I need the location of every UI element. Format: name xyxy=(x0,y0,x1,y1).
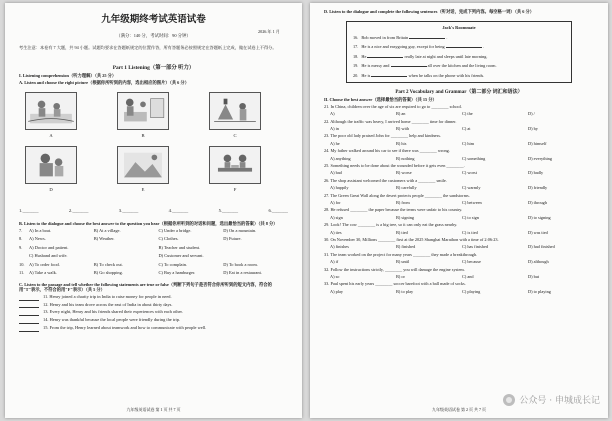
picture-e-illustration xyxy=(118,147,168,183)
row-text-after: all over the kitchen and the living room. xyxy=(427,63,497,69)
mc-option[interactable]: B) his xyxy=(396,140,407,146)
answer-blank-4[interactable]: 4._______ xyxy=(168,207,189,213)
row-number: 19. xyxy=(353,63,359,69)
mc-option[interactable]: D) everything xyxy=(528,155,552,161)
mc-question: 30. On November 30, Millions ________ first at the 2025 Shanghai Marathon with a time of 2:06:23. xyxy=(324,237,499,242)
roommate-row xyxy=(353,42,565,52)
mc-option[interactable]: B) signing xyxy=(396,214,415,220)
mc-option[interactable]: A) he xyxy=(330,140,340,146)
question-number: 7. xyxy=(19,227,23,233)
answer-blank-2[interactable]: 2._______ xyxy=(68,207,89,213)
answer-option[interactable]: A) Take a walk. xyxy=(29,270,57,276)
mc-options xyxy=(330,169,594,176)
row-number: 20. xyxy=(353,72,359,78)
answer-option[interactable]: C) Under a bridge. xyxy=(158,227,192,233)
mc-option[interactable]: A) xyxy=(330,111,335,117)
mc-option[interactable]: D) friendly xyxy=(528,185,548,191)
section-1-heading: I. Listening comprehension（听力理解）（共 25 分） xyxy=(19,72,117,78)
mc-option[interactable]: C) to sign xyxy=(462,214,479,220)
question-row xyxy=(19,244,288,253)
true-false-blank[interactable] xyxy=(19,327,39,332)
picture-d xyxy=(25,146,77,184)
section-c-heading: C. Listen to the passage and tell whether the following statements are true or false（判断下列句子是否符合你所听到的短文内容，符合的用"T"表示，不符合的用"F"表示）（共 5 分） xyxy=(19,281,272,293)
mc-option[interactable]: B) worse xyxy=(396,170,412,176)
mc-question: 28. He refused ________ the paper because the terms were unfair to his country. xyxy=(324,207,463,213)
question-number: 11. xyxy=(19,270,25,276)
question-number xyxy=(19,252,29,261)
mc-option[interactable]: C) because xyxy=(462,259,481,265)
question-row xyxy=(19,235,288,244)
answer-option[interactable]: A) To order food. xyxy=(29,261,60,267)
wechat-icon xyxy=(503,394,515,406)
mc-question: 27. The Green Great Wall along the desert protects people ________ the sandstorms. xyxy=(324,192,470,198)
mc-option[interactable]: B) tied xyxy=(396,229,408,235)
question-row xyxy=(19,261,288,270)
true-false-blank[interactable] xyxy=(19,296,39,301)
mc-option[interactable]: D) had finished xyxy=(528,244,555,250)
exam-page-1 xyxy=(5,3,302,418)
mc-option[interactable]: C) has finished xyxy=(462,244,489,250)
mc-option[interactable]: C) is tied xyxy=(462,229,478,235)
mc-option[interactable]: C) and xyxy=(462,274,474,280)
roommate-box xyxy=(346,21,572,84)
picture-label-d: D xyxy=(49,186,53,192)
mc-option[interactable]: B) until xyxy=(396,259,410,265)
answer-option[interactable] xyxy=(223,252,288,261)
answer-option[interactable]: B) Teacher and student. xyxy=(158,244,201,250)
statement-text: 12. Henry and his team drove across the east of India in about thirty days. xyxy=(43,301,173,307)
mc-options xyxy=(330,258,594,265)
answer-option[interactable]: D) On a mountain. xyxy=(223,227,257,233)
mc-option[interactable]: A) play xyxy=(330,288,344,294)
statement-row xyxy=(19,293,288,301)
mc-option[interactable]: D) through xyxy=(528,199,547,205)
multiple-choice-list xyxy=(310,103,608,296)
fill-blank[interactable] xyxy=(409,34,448,40)
picture-label-e: E xyxy=(141,186,145,192)
roommate-box-title: Jack's Roommate xyxy=(442,24,476,30)
mc-option[interactable]: A) ties xyxy=(330,229,342,235)
mc-question: 24. My father walked around his car to see if there was ________ wrong. xyxy=(324,148,450,154)
statement-text: 15. From the trip, Henry learned about teamwork and how to communicate with people well. xyxy=(43,324,207,330)
picture-d-illustration xyxy=(26,147,76,183)
answer-blank-1[interactable]: 1._______ xyxy=(19,207,39,213)
answer-option[interactable]: C) Clothes. xyxy=(158,236,179,242)
mc-options xyxy=(330,288,594,295)
mc-option[interactable]: C) the xyxy=(462,111,473,117)
roommate-row xyxy=(353,61,565,71)
question-number: 8. xyxy=(19,236,23,242)
mc-option[interactable]: A) sign xyxy=(330,214,343,220)
section-d-heading: D. Listen to the dialogue and complete the following sentences（听对话，完成下列内容。每空格一词）（共 6 分） xyxy=(324,9,535,14)
answer-option[interactable] xyxy=(223,244,288,253)
row-number: 17. xyxy=(353,44,359,50)
row-text-before: He is a nice and easygoing guy, except for being xyxy=(361,44,445,50)
mc-option[interactable]: B) from xyxy=(396,199,410,205)
score-line: （满分：140 分，考试时间：90 分钟） xyxy=(116,33,191,38)
section-a-heading: A. Listen and choose the right picture（根据你所听到的内容，选出相应的图片）（共 6 分） xyxy=(19,80,190,86)
mc-option[interactable]: C) between xyxy=(462,199,482,205)
mc-option[interactable]: A) for xyxy=(330,199,341,205)
statement-text: 11. Henry joined a charity trip in India to raise money for people in need. xyxy=(43,293,172,299)
answer-blank-5[interactable]: 5._______ xyxy=(218,207,239,213)
row-number: 18. xyxy=(353,53,359,59)
statement-row xyxy=(19,308,288,316)
mc-option[interactable]: D) badly xyxy=(528,170,544,176)
row-text-before: He is xyxy=(361,72,371,78)
mc-option[interactable]: B) nothing xyxy=(396,155,415,161)
mc-options xyxy=(330,155,594,162)
answer-option[interactable] xyxy=(94,252,159,261)
picture-b xyxy=(117,92,169,130)
fill-blank[interactable] xyxy=(446,44,482,48)
roommate-row xyxy=(353,33,565,43)
mc-option[interactable]: C) him xyxy=(462,140,475,146)
picture-a xyxy=(25,92,77,130)
picture-c-illustration xyxy=(210,93,260,129)
mc-option[interactable]: A) finishes xyxy=(330,244,349,250)
roommate-row xyxy=(353,52,565,62)
mc-options xyxy=(330,110,594,117)
mc-options xyxy=(330,125,594,132)
mc-option[interactable]: A) anything xyxy=(330,155,351,161)
row-number: 16. xyxy=(353,34,359,40)
answer-option[interactable]: D) Future. xyxy=(223,236,242,242)
roommate-row xyxy=(353,71,565,81)
fill-blank[interactable] xyxy=(391,63,427,67)
mc-option[interactable]: D) to playing xyxy=(528,288,551,294)
watermark xyxy=(503,393,600,406)
answer-option[interactable]: A) News. xyxy=(29,236,46,242)
fill-blank[interactable] xyxy=(367,54,403,58)
mc-options xyxy=(330,214,594,221)
mc-question: 22. Although the traffic was heavy, I arrived home ________ time for dinner. xyxy=(324,118,457,124)
mc-option[interactable]: C) warmly xyxy=(462,185,481,191)
mc-options xyxy=(330,273,594,280)
picture-grid xyxy=(19,88,288,204)
row-text-after: when he talks on the phone with his friends. xyxy=(408,72,485,78)
mc-option[interactable]: D) / xyxy=(528,111,535,117)
picture-label-c: C xyxy=(233,132,237,138)
question-number: 10. xyxy=(19,261,25,267)
mc-question: 32. Follow the instructions strictly, ________ you will damage the engine system. xyxy=(324,266,465,272)
mc-question: 33. Paul spent his early years ________ soccer barefoot with a ball made of socks. xyxy=(324,281,466,287)
part1-title: Part 1 Listening（第一部分 听力） xyxy=(112,64,195,71)
answer-option[interactable]: B) Weather. xyxy=(93,236,115,242)
picture-b-illustration xyxy=(118,93,168,129)
page-1-footer: 九年级英语试卷 第 1 页 共 7 页 xyxy=(126,407,181,412)
answer-option[interactable]: B) At a village. xyxy=(93,227,121,233)
picture-a-illustration xyxy=(26,93,76,129)
answer-blanks xyxy=(19,208,288,213)
mc-option[interactable]: A) in xyxy=(330,125,339,131)
picture-f-illustration xyxy=(210,147,260,183)
answer-option[interactable]: C) Buy a hamburger. xyxy=(158,270,196,276)
mc-option[interactable]: D) was tied xyxy=(528,229,548,235)
exam-date: 2026.年 1 月 xyxy=(258,29,280,34)
answer-option[interactable]: B) To check out. xyxy=(93,261,123,267)
answer-option[interactable]: D) Customer and servant. xyxy=(158,253,204,259)
mc-option[interactable]: A) so xyxy=(330,274,340,280)
mc-option[interactable]: C) worst xyxy=(462,170,477,176)
picture-label-f: F xyxy=(233,186,237,192)
mc-option[interactable]: B) with xyxy=(396,125,410,131)
mc-question: 26. The shop assistant welcomed the customers with a ________ smile. xyxy=(324,177,447,183)
row-text-after: really late at night and sleeps until late morning. xyxy=(404,53,488,59)
section-c-statements xyxy=(5,293,302,332)
mc-question: 21. In China, children over the age of six are required to go to ________ school. xyxy=(324,103,462,109)
answer-option[interactable]: C) To complain. xyxy=(158,261,188,267)
question-row xyxy=(19,252,288,261)
mc-question: 23. The poor old lady praised John for ________ help and kindness. xyxy=(324,133,441,139)
mc-option[interactable]: B) an xyxy=(396,111,406,117)
mc-option[interactable]: B) carefully xyxy=(396,185,417,191)
picture-label-a: A xyxy=(49,132,53,138)
answer-option[interactable]: B) Go shopping. xyxy=(93,270,123,276)
mc-options xyxy=(330,243,594,250)
mc-options xyxy=(330,184,594,191)
mc-question: 29. Look! The cow ________ is a big tree, so it can only eat the grass nearby. xyxy=(324,222,458,228)
row-text-before: Bob moved in from Britain xyxy=(361,34,409,40)
statement-text: 13. Every night, Henry and his friends shared their experiences with each other. xyxy=(43,309,183,315)
section-b-heading: B. Listen to the dialogue and choose the best answer to the question you hear（根据你所听到的对话和问题，选出最恰当的答案）（共 8 分） xyxy=(19,220,278,226)
mc-option[interactable]: C) at xyxy=(462,125,471,131)
mc-option[interactable]: B) to play xyxy=(396,288,414,294)
row-text-before: He is messy and xyxy=(361,63,390,69)
roommate-box-rows xyxy=(353,33,565,81)
answer-option[interactable]: D) To book a room. xyxy=(223,261,258,267)
exam-title: 九年级期终考试英语试卷 xyxy=(101,15,206,25)
section-b-questions xyxy=(5,227,302,278)
statement-row xyxy=(19,324,288,332)
section-ii-heading: II. Choose the best answer（选择最恰当的答案）（共 15 分） xyxy=(324,97,437,103)
page-2-footer: 九年级英语试卷 第 2 页 共 7 页 xyxy=(432,407,486,412)
exam-page-2 xyxy=(310,3,608,418)
statement-text: 14. Henry was thankful because the local people were friendly during the trip. xyxy=(43,317,181,323)
mc-option[interactable]: C) playing xyxy=(462,288,481,294)
row-text-before: He xyxy=(361,53,367,59)
answer-blank-6[interactable]: 6._______ xyxy=(268,207,288,213)
mc-option[interactable]: D) to signing xyxy=(528,214,551,220)
mc-option[interactable]: A) happily xyxy=(330,185,349,191)
exam-notice: 考生注意：本卷有 7 大题，共 94 小题。试题均要求在答题纸规定的位置作答，所有答题务必按照规定在答题纸上完成，做在试卷上不得分。 xyxy=(19,45,277,50)
fill-blank[interactable] xyxy=(371,73,407,77)
mc-question: 31. The team worked on the project for many years ________ they made a breakthrough. xyxy=(324,251,478,257)
row-text-after: . xyxy=(482,44,484,50)
question-row xyxy=(19,269,288,278)
answer-blank-3[interactable]: 3._______ xyxy=(118,207,139,213)
statement-row xyxy=(19,301,288,309)
mc-option[interactable]: B) or xyxy=(396,274,405,280)
mc-option[interactable]: A) if xyxy=(330,259,339,265)
question-row xyxy=(19,227,288,236)
answer-option[interactable]: D) Eat in a restaurant. xyxy=(223,270,262,276)
mc-option[interactable]: D) himself xyxy=(528,140,547,146)
answer-option[interactable]: A) Doctor and patient. xyxy=(29,244,69,250)
mc-question: 25. Something needs to be done about the wounded before it gets even ________. xyxy=(324,162,465,168)
mc-option[interactable]: B) finished xyxy=(396,244,416,250)
mc-option[interactable]: C) something xyxy=(462,155,486,161)
mc-options xyxy=(330,199,594,206)
mc-option[interactable]: D) although xyxy=(528,259,549,265)
mc-options xyxy=(330,140,594,147)
question-number: 9. xyxy=(19,244,23,250)
picture-e xyxy=(117,146,169,184)
picture-label-b: B xyxy=(141,132,145,138)
row-text-after: . xyxy=(446,34,448,40)
part2-title: Part 2 Vocabulary and Grammar（第二部分 词汇和语法） xyxy=(395,90,523,96)
mc-option[interactable]: A) bad xyxy=(330,170,342,176)
statement-row xyxy=(19,316,288,324)
picture-f xyxy=(209,146,261,184)
mc-option[interactable]: D) by xyxy=(528,125,538,131)
watermark-text: 公众号 · 申城成长记 xyxy=(519,396,600,406)
mc-options xyxy=(330,229,594,236)
picture-c xyxy=(209,92,261,130)
answer-option[interactable]: C) Husband and wife. xyxy=(29,253,68,259)
answer-option[interactable]: A) In a boat. xyxy=(29,227,52,233)
answer-option[interactable] xyxy=(94,244,159,253)
mc-option[interactable]: D) but xyxy=(528,274,540,280)
